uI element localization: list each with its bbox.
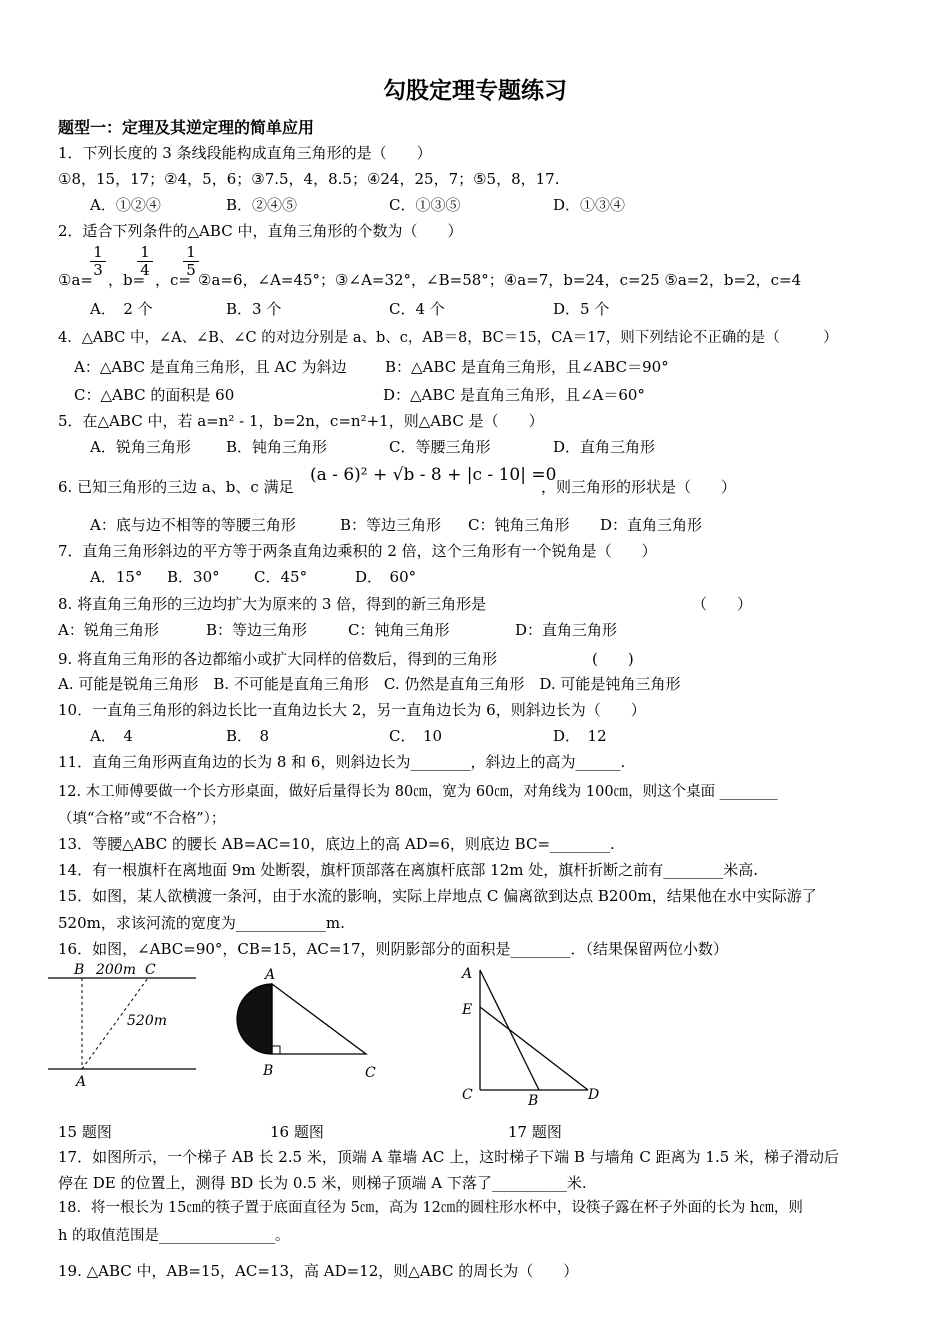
figure-17-ladder	[456, 962, 616, 1112]
q5-option-a: A．锐角三角形	[90, 438, 191, 456]
q10-option-a: A． 4	[90, 727, 133, 745]
q2-cond-b: ，b=	[108, 271, 146, 289]
q8-option-c: C：钝角三角形	[348, 621, 450, 639]
q5-option-c: C．等腰三角形	[389, 438, 491, 456]
q1-option-d: D．①③④	[553, 196, 626, 214]
q17-line2: 停在 DE 的位置上，测得 BD 长为 0.5 米，则梯子顶端 A 下落了__________米.	[58, 1174, 587, 1192]
q2-conditions: ②a=6，∠A=45°；③∠A=32°，∠B=58°；④a=7，b=24，c=25 ⑤a=2，b=2，c=4	[198, 271, 802, 289]
q10-stem: 10．一直角三角形的斜边长比一直角边长大 2，另一直角边长为 6，则斜边长为（ ）	[58, 701, 646, 719]
figure-15-river	[44, 958, 204, 1093]
q7-option-a: A．15°	[90, 568, 143, 586]
q1-sets: ①8，15，17；②4，5，6；③7.5，4，8.5；④24，25，7；⑤5，8，17.	[58, 170, 560, 188]
fig16-label-c: C	[365, 1065, 376, 1081]
q4-option-b: B：△ABC 是直角三角形，且∠ABC＝90°	[385, 358, 669, 376]
caption-17: 17 题图	[508, 1123, 562, 1141]
q5-option-d: D．直角三角形	[553, 438, 656, 456]
q10-option-d: D． 12	[553, 727, 607, 745]
fig16-label-b: B	[263, 1063, 274, 1079]
q14-stem: 14．有一根旗杆在离地面 9m 处断裂，旗杆顶部落在离旗杆底部 12m 处，旗杆折断之前有________米高.	[58, 861, 759, 879]
fig17-label-b: B	[528, 1093, 539, 1109]
q9-answer-paren: ( )	[592, 650, 634, 668]
q2-fraction-b: $\frac{1}{4}$	[137, 244, 153, 279]
q1-option-c: C．①③⑤	[389, 196, 461, 214]
q2-option-d: D．5 个	[553, 300, 610, 318]
q1-option-b: B．②④⑤	[226, 196, 298, 214]
q9-options: A. 可能是锐角三角形 B. 不可能是直角三角形 C. 仍然是直角三角形 D. 可能是钝角三角形	[58, 675, 681, 693]
q6-option-c: C：钝角三角形	[468, 516, 570, 534]
q4-option-a: A：△ABC 是直角三角形，且 AC 为斜边	[74, 358, 347, 376]
q10-option-b: B． 8	[226, 727, 270, 745]
q18-line2: h 的取值范围是________________。	[58, 1228, 290, 1244]
fig15-label-b: B	[74, 962, 85, 978]
q12-line2: （填“合格”或“不合格”）；	[58, 811, 226, 827]
figure-16-semicircle	[226, 962, 386, 1087]
q8-option-d: D：直角三角形	[515, 621, 618, 639]
q2-stem: 2．适合下列条件的△ABC 中，直角三角形的个数为（ ）	[58, 222, 463, 240]
q15-line2: 520m，求该河流的宽度为____________m.	[58, 914, 345, 932]
q2-cond-c: ，c=	[155, 271, 191, 289]
q6-stem: 6. 已知三角形的三边 a、b、c 满足	[58, 478, 294, 496]
q15-line1: 15．如图，某人欲横渡一条河，由于水流的影响，实际上岸地点 C 偏离欲到达点 B200m，结果他在水中实际游了	[58, 887, 817, 905]
q6-option-b: B：等边三角形	[340, 516, 442, 534]
q7-stem: 7．直角三角形斜边的平方等于两条直角边乘积的 2 倍，这个三角形有一个锐角是（ ）	[58, 542, 657, 560]
q2-fraction-a: $\frac{1}{3}$	[90, 244, 106, 279]
q7-option-c: C．45°	[254, 568, 308, 586]
q8-option-a: A：锐角三角形	[58, 621, 159, 639]
q1-option-a: A．①②④	[90, 196, 161, 214]
q16-stem: 16．如图，∠ABC=90°，CB=15，AC=17，则阴影部分的面积是________．（结果保留两位小数）	[58, 940, 729, 958]
q10-option-c: C． 10	[389, 727, 443, 745]
fig15-label-a: A	[76, 1074, 87, 1090]
q2-option-b: B．3 个	[226, 300, 282, 318]
fig15-label-top: 200m	[96, 962, 136, 978]
q4-option-c: C：△ABC 的面积是 60	[74, 386, 235, 404]
q2-option-c: C．4 个	[389, 300, 445, 318]
q8-option-b: B：等边三角形	[206, 621, 308, 639]
q7-option-b: B．30°	[167, 568, 220, 586]
q2-option-a: A． 2 个	[90, 300, 153, 318]
q7-option-d: D． 60°	[355, 568, 417, 586]
q8-stem: 8. 将直角三角形的三边均扩大为原来的 3 倍，得到的新三角形是	[58, 595, 487, 613]
fig15-label-c: C	[145, 962, 156, 978]
q19-stem: 19. △ABC 中，AB=15，AC=13，高 AD=12，则△ABC 的周长为（ ）	[58, 1262, 579, 1280]
q5-option-b: B．钝角三角形	[226, 438, 328, 456]
q5-stem: 5．在△ABC 中，若 a=n² - 1，b=2n，c=n²+1，则△ABC 是（ ）	[58, 412, 544, 430]
q6-option-d: D：直角三角形	[600, 516, 703, 534]
q8-answer-paren: （ ）	[692, 595, 753, 613]
fig16-label-a: A	[265, 967, 276, 983]
caption-16: 16 题图	[270, 1123, 324, 1141]
q1-stem: 1．下列长度的 3 条线段能构成直角三角形的是（ ）	[58, 144, 432, 162]
caption-15: 15 题图	[58, 1123, 112, 1141]
q6-formula: (a - 6)² + √b - 8 + |c - 10| =0	[310, 465, 557, 485]
fig17-label-d: D	[588, 1087, 600, 1103]
page-title: 勾股定理专题练习	[383, 78, 567, 104]
q11-stem: 11．直角三角形两直角边的长为 8 和 6，则斜边长为________，斜边上的高为______.	[58, 753, 626, 771]
q2-fraction-c: $\frac{1}{5}$	[183, 244, 199, 279]
q12-line1: 12. 木工师傅要做一个长方形桌面，做好后量得长为 80㎝，宽为 60㎝，对角线为 100㎝，则这个桌面 ________	[58, 784, 778, 800]
section-heading: 题型一：定理及其逆定理的简单应用	[58, 118, 315, 137]
q2-cond-a: ①a=	[58, 271, 93, 289]
q6-option-a: A：底与边不相等的等腰三角形	[90, 516, 296, 534]
fig17-label-e: E	[462, 1002, 473, 1018]
q6-tail: ，则三角形的形状是（ ）	[541, 478, 737, 496]
fig15-label-diag: 520m	[127, 1013, 167, 1029]
fig17-label-c: C	[462, 1087, 473, 1103]
q4-option-d: D：△ABC 是直角三角形，且∠A＝60°	[383, 386, 645, 404]
q13-stem: 13．等腰△ABC 的腰长 AB=AC=10，底边上的高 AD=6，则底边 BC=________.	[58, 835, 615, 853]
q4-stem: 4．△ABC 中，∠A、∠B、∠C 的对边分别是 a、b、c，AB＝8，BC＝15，CA＝17，则下列结论不正确的是（ ）	[58, 330, 838, 346]
q9-stem: 9. 将直角三角形的各边都缩小或扩大同样的倍数后，得到的三角形	[58, 650, 498, 668]
q17-line1: 17．如图所示，一个梯子 AB 长 2.5 米，顶端 A 靠墙 AC 上，这时梯子下端 B 与墙角 C 距离为 1.5 米，梯子滑动后	[58, 1148, 840, 1166]
fig17-label-a: A	[462, 966, 473, 982]
q18-line1: 18．将一根长为 15㎝的筷子置于底面直径为 5㎝，高为 12㎝的圆柱形水杯中，设筷子露在杯子外面的长为 h㎝，则	[58, 1200, 803, 1216]
